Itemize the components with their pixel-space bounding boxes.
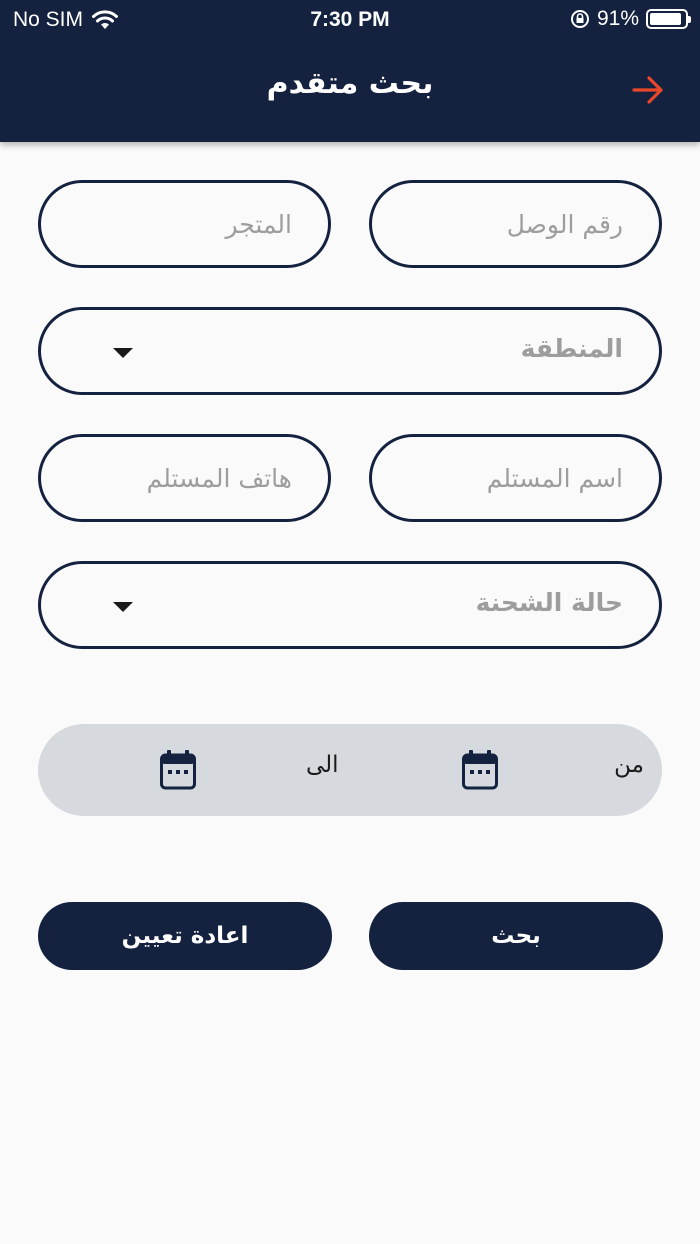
app-header	[0, 0, 700, 142]
status-right	[570, 7, 688, 31]
status-bar	[0, 0, 700, 40]
back-button[interactable]	[628, 72, 668, 108]
shipment-status-select[interactable]	[38, 561, 662, 649]
calendar-icon	[462, 750, 498, 790]
battery-level	[650, 13, 681, 25]
store-input[interactable]	[41, 183, 328, 265]
region-select[interactable]	[38, 307, 662, 395]
date-to-label: الى	[306, 752, 339, 778]
date-from-picker[interactable]	[462, 750, 498, 790]
reset-button[interactable]: اعادة تعيين	[38, 902, 332, 970]
recipient-name-field[interactable]	[369, 434, 662, 522]
chevron-down-icon	[113, 602, 133, 612]
orientation-lock-icon	[570, 9, 590, 29]
arrow-right-icon	[631, 75, 665, 105]
date-to-picker[interactable]	[160, 750, 196, 790]
battery-icon	[646, 9, 688, 29]
region-label: المنطقة	[520, 334, 623, 363]
date-from-label: من	[614, 752, 644, 778]
search-button[interactable]: بحث	[369, 902, 663, 970]
battery-percent: 91%	[596, 7, 639, 30]
receipt-number-input[interactable]	[372, 183, 659, 265]
recipient-name-input[interactable]	[372, 437, 659, 519]
status-time: 7:30 PM	[310, 8, 390, 31]
recipient-phone-field[interactable]	[38, 434, 331, 522]
chevron-down-icon	[113, 348, 133, 358]
page-title: بحث متقدم	[266, 66, 434, 101]
receipt-number-field[interactable]	[369, 180, 662, 268]
recipient-phone-input[interactable]	[41, 437, 328, 519]
shipment-status-label: حالة الشحنة	[475, 588, 623, 617]
date-range-bar	[38, 724, 662, 816]
calendar-icon	[160, 750, 196, 790]
store-field[interactable]	[38, 180, 331, 268]
carrier-label: No SIM	[13, 8, 84, 31]
